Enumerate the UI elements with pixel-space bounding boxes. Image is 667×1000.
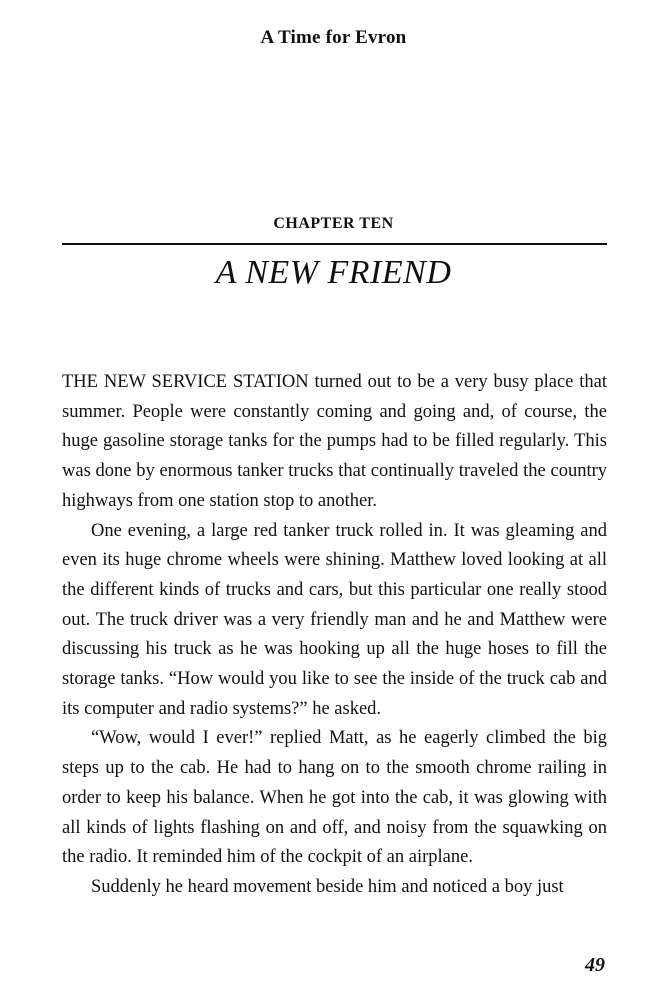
paragraph: “Wow, would I ever!” replied Matt, as he eagerly climbed the big steps up to the cab. He had to hang on to the smooth chrome railing in order to keep his balance. When he got into the cab, it was glowing with all kinds of lights flashing on and off, and noisy from the squawking on the radio. It reminded him of the cockpit of an airplane. bbox=[62, 728, 607, 868]
chapter-title: A NEW FRIEND bbox=[215, 254, 452, 291]
page-number: 49 bbox=[585, 954, 605, 976]
chapter-divider bbox=[62, 243, 607, 245]
paragraph: Suddenly he heard movement beside him and noticed a boy just bbox=[91, 876, 564, 897]
chapter-label: CHAPTER TEN bbox=[273, 215, 394, 232]
paragraph: One evening, a large red tanker truck rolled in. It was gleaming and even its huge chrome wheels were shining. Matthew loved looking at all the different kinds of trucks and cars, but this particular one really stood out. The truck driver was a very friendly man and he and Matthew were discussing his truck as he was hooking up all the huge hoses to fill the storage tanks. “How would you like to see the inside of the truck cab and its computer and radio systems?” he asked. bbox=[62, 520, 607, 719]
running-header: A Time for Evron bbox=[260, 27, 407, 48]
body-text bbox=[62, 368, 607, 903]
paragraph: THE NEW SERVICE STATION turned out to be a very busy place that summer. People were constantly coming and going and, of course, the huge gasoline storage tanks for the pumps had to be filled regularly. This was done by enormous tanker trucks that continually traveled the country highways from one station stop to another. bbox=[62, 372, 607, 511]
